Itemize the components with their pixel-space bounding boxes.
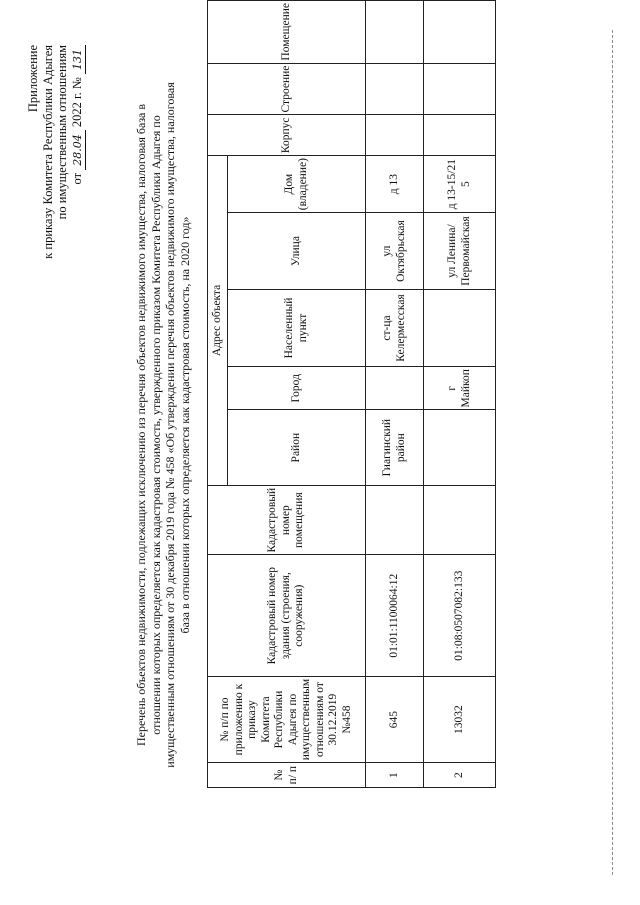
heading-line-2: отношении которых определяется как кадастровая стоимость, утвержденного приказом Комитета Республики Адыгея по bbox=[148, 115, 163, 735]
cell-settlement bbox=[424, 289, 496, 366]
cell-korpus bbox=[424, 115, 496, 156]
heading-line-4: база в отношении которых определяется как кадастровая стоимость, на 2020 год» bbox=[177, 216, 192, 634]
table-row bbox=[424, 1, 496, 788]
cell-korpus bbox=[366, 115, 424, 156]
cell-stroenie bbox=[424, 63, 496, 115]
cell-settlement: ст-ца Келермесская bbox=[366, 289, 424, 366]
annex-order-line: к приказу Комитета Республики Адыгея bbox=[40, 45, 55, 259]
cell-city bbox=[366, 367, 424, 410]
objects-table bbox=[207, 0, 496, 788]
cell-annex-num: 645 bbox=[366, 676, 424, 762]
cell-street: ул Октябрьская bbox=[366, 213, 424, 290]
annex-header bbox=[26, 45, 86, 405]
cell-num: 2 bbox=[424, 763, 496, 788]
annex-date-line bbox=[70, 45, 87, 405]
cell-house: д 13-15/21 5 bbox=[424, 156, 496, 213]
scan-edge-divider bbox=[612, 30, 613, 875]
cell-cad-building: 01:08:0507082:133 bbox=[424, 555, 496, 676]
header-street: Улица bbox=[228, 213, 366, 290]
annex-number-handwritten: 131 bbox=[71, 45, 87, 74]
header-district: Район bbox=[228, 410, 366, 485]
cell-district: Гиагинский район bbox=[366, 410, 424, 485]
cell-cad-building: 01:01:1100064:12 bbox=[366, 555, 424, 676]
header-pomeshchenie: Помещение bbox=[208, 1, 366, 64]
annex-date-handwritten: 28.04 bbox=[71, 130, 87, 170]
header-korpus: Корпус bbox=[208, 115, 366, 156]
table-row bbox=[366, 1, 424, 788]
header-city: Город bbox=[228, 367, 366, 410]
cell-cad-premise bbox=[366, 485, 424, 555]
header-stroenie: Строение bbox=[208, 63, 366, 115]
cell-num: 1 bbox=[366, 763, 424, 788]
cell-house: д 13 bbox=[366, 156, 424, 213]
cell-district bbox=[424, 410, 496, 485]
header-address: Адрес объекта bbox=[208, 156, 228, 486]
header-num: № п/ п bbox=[208, 763, 366, 788]
table-header-row bbox=[208, 1, 228, 788]
header-settlement: Населенный пункт bbox=[228, 289, 366, 366]
cell-annex-num: 13032 bbox=[424, 676, 496, 762]
document-heading bbox=[134, 55, 192, 795]
cell-stroenie bbox=[366, 63, 424, 115]
cell-city: г Майкоп bbox=[424, 367, 496, 410]
cell-street: ул Ленина/Первомайская bbox=[424, 213, 496, 290]
cell-pomeshchenie bbox=[424, 1, 496, 64]
annex-date-prefix: от bbox=[69, 172, 84, 185]
cell-cad-premise bbox=[424, 485, 496, 555]
header-cad-premise: Кадастровый номер помещения bbox=[208, 485, 366, 555]
annex-date-suffix: 2022 г. № bbox=[69, 77, 84, 128]
cell-pomeshchenie bbox=[366, 1, 424, 64]
header-house: Дом (владение) bbox=[228, 156, 366, 213]
annex-title: Приложение bbox=[26, 45, 40, 113]
heading-line-3: имущественным отношениям от 30 декабря 2019 года № 458 «Об утверждении перечня объектов недвижимого имущества, налоговая bbox=[163, 82, 177, 768]
heading-line-1: Перечень объектов недвижимости, подлежащих исключению из перечня объектов недвижимого имущества, налоговая база в bbox=[134, 103, 148, 747]
header-annex-num: № п/п по приложению к приказу Комитета Республики Адыгея по имущественным отношениям от 30.12.2019 №458 bbox=[208, 676, 366, 762]
header-cad-building: Кадастровый номер здания (строения, сооружения) bbox=[208, 555, 366, 676]
annex-committee-line: по имущественным отношениям bbox=[55, 45, 69, 220]
